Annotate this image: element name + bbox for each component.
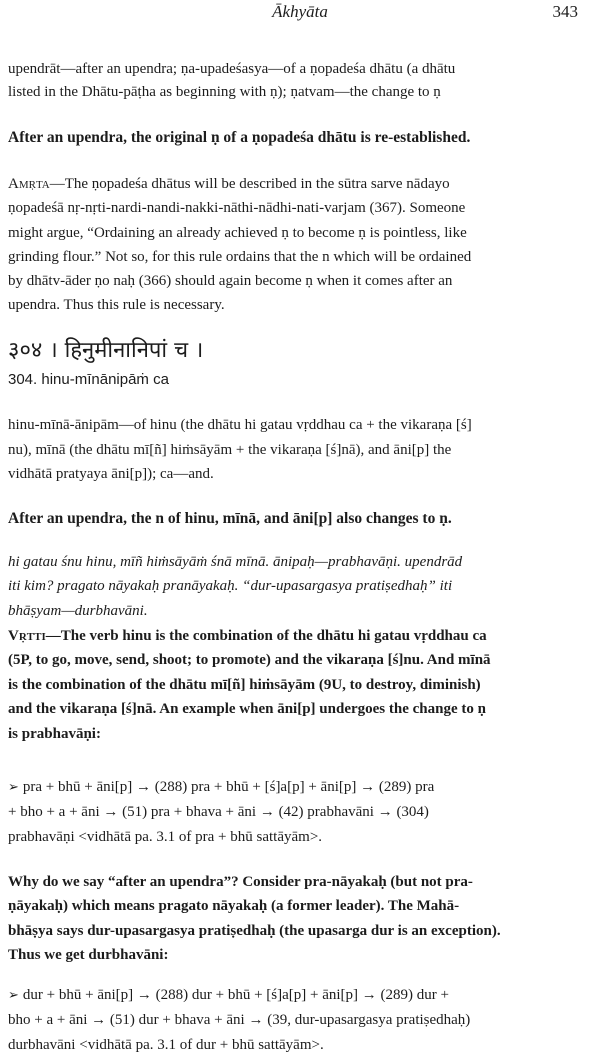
derivation-line: durbhavāni <vidhātā pa. 3.1 of dur + bhū sattāyām>. — [8, 1037, 324, 1053]
vrtti-commentary — [8, 624, 580, 746]
derivation-line: pra + bhū + āni[p] → (288) pra + bhū + [ś]a[p] + āni[p] → (289) pra — [22, 779, 435, 795]
commentary-line: upendra. Thus this rule is necessary. — [8, 297, 225, 314]
running-header-title: Ākhyāta — [272, 2, 328, 21]
commentary-line: ṇopadeśā nṛ-nṛti-nardi-nandi-nakki-nāthi-nādhi-nati-varjam (367). Someone — [8, 200, 466, 217]
paragraph-line: Why do we say “after an upendra”? Consider pra-nāyakaḥ (but not pra- — [8, 874, 473, 890]
quotation-line: iti kim? pragato nāyakaḥ pranāyakaḥ. “dur-upasargasya pratiṣedhaḥ” iti — [8, 578, 453, 595]
paragraph-line: Thus we get durbhavāni: — [8, 946, 169, 963]
arrow-bullet-icon: ➢ — [8, 988, 19, 1003]
rule-statement: After an upendra, the n of hinu, mīnā, and āni[p] also changes to ṇ. — [8, 510, 452, 527]
commentary-label: Amṛta — [8, 176, 50, 192]
derivation-line: dur + bhū + āni[p] → (288) dur + bhū + [ś]a[p] + āni[p] → (289) dur + — [22, 987, 449, 1003]
sutra-transliteration: 304. hinu-mīnānipāṁ ca — [8, 371, 169, 388]
amrta-commentary — [8, 172, 580, 318]
word-gloss-paragraph — [8, 413, 580, 487]
gloss-line: listed in the Dhātu-pāṭha as beginning with ṇ); ṇatvam—the change to ṇ — [8, 83, 441, 100]
derivation-line: + bho + a + āni → (51) pra + bhava + āni → (42) prabhavāni → (304) — [8, 804, 429, 820]
commentary-line: —The verb hinu is the combination of the dhātu hi gatau vṛddhau ca — [45, 628, 487, 644]
derivation-line: bho + a + āni → (51) dur + bhava + āni → (39, dur-upasargasya pratiṣedhaḥ) — [8, 1012, 471, 1028]
commentary-line: might argue, “Ordaining an already achieved ṇ to become ṇ is pointless, like — [8, 224, 467, 241]
commentary-line: and the vikaraṇa [ś]nā. An example when āni[p] undergoes the change to ṇ — [8, 701, 486, 718]
sanskrit-quotation — [8, 550, 580, 623]
why-paragraph — [8, 870, 580, 967]
commentary-line: is the combination of the dhātu mī[ñ] hiṁsāyām (9U, to destroy, diminish) — [8, 676, 481, 693]
gloss-line: upendrāt—after an upendra; ṇa-upadeśasya—of a ṇopadeśa dhātu (a dhātu — [8, 61, 456, 77]
derivation-example — [8, 775, 580, 850]
derivation-line: prabhavāṇi <vidhātā pa. 3.1 of pra + bhū sattāyām>. — [8, 829, 323, 845]
commentary-line: grinding flour.” Not so, for this rule ordains that the n which will be ordained — [8, 248, 472, 265]
paragraph-line: bhāṣya says dur-upasargasya pratiṣedhaḥ (the upasarga dur is an exception). — [8, 922, 501, 939]
word-gloss-paragraph — [8, 58, 580, 103]
commentary-line: is prabhavāṇi: — [8, 725, 101, 742]
rule-statement: After an upendra, the original ṇ of a ṇopadeśa dhātu is re-established. — [8, 129, 471, 146]
paragraph-line: ṇāyakaḥ) which means pragato nāyakaḥ (a former leader). The Mahā- — [8, 898, 460, 915]
quotation-line: hi gatau śnu hinu, mīñ hiṁsāyāṁ śnā mīnā. ānipaḥ—prabhavāṇi. upendrād — [8, 554, 463, 570]
derivation-example — [8, 983, 580, 1058]
commentary-line: —The ṇopadeśa dhātus will be described in the sūtra sarve nādayo — [49, 176, 450, 192]
commentary-line: (5P, to go, move, send, shoot; to promote) and the vikaraṇa [ś]nu. And mīnā — [8, 652, 491, 669]
gloss-line: nu), mīnā (the dhātu mī[ñ] hiṁsāyām + the vikaraṇa [ś]nā), and āni[p] the — [8, 441, 452, 458]
sutra-devanagari: ३०४ । हिनुमीनानिपां च । — [8, 338, 204, 363]
quotation-line: bhāṣyam—durbhavāni. — [8, 602, 148, 619]
commentary-line: by dhātv-āder ṇo naḥ (366) should again become ṇ when it comes after an — [8, 273, 453, 290]
arrow-bullet-icon: ➢ — [8, 780, 19, 795]
commentary-label: Vṛtti — [8, 628, 46, 644]
gloss-line: hinu-mīnā-ānipām—of hinu (the dhātu hi gatau vṛddhau ca + the vikaraṇa [ś] — [8, 417, 472, 433]
page-number: 343 — [552, 2, 578, 21]
gloss-line: vidhātā pratyaya āni[p]); ca—and. — [8, 466, 214, 482]
